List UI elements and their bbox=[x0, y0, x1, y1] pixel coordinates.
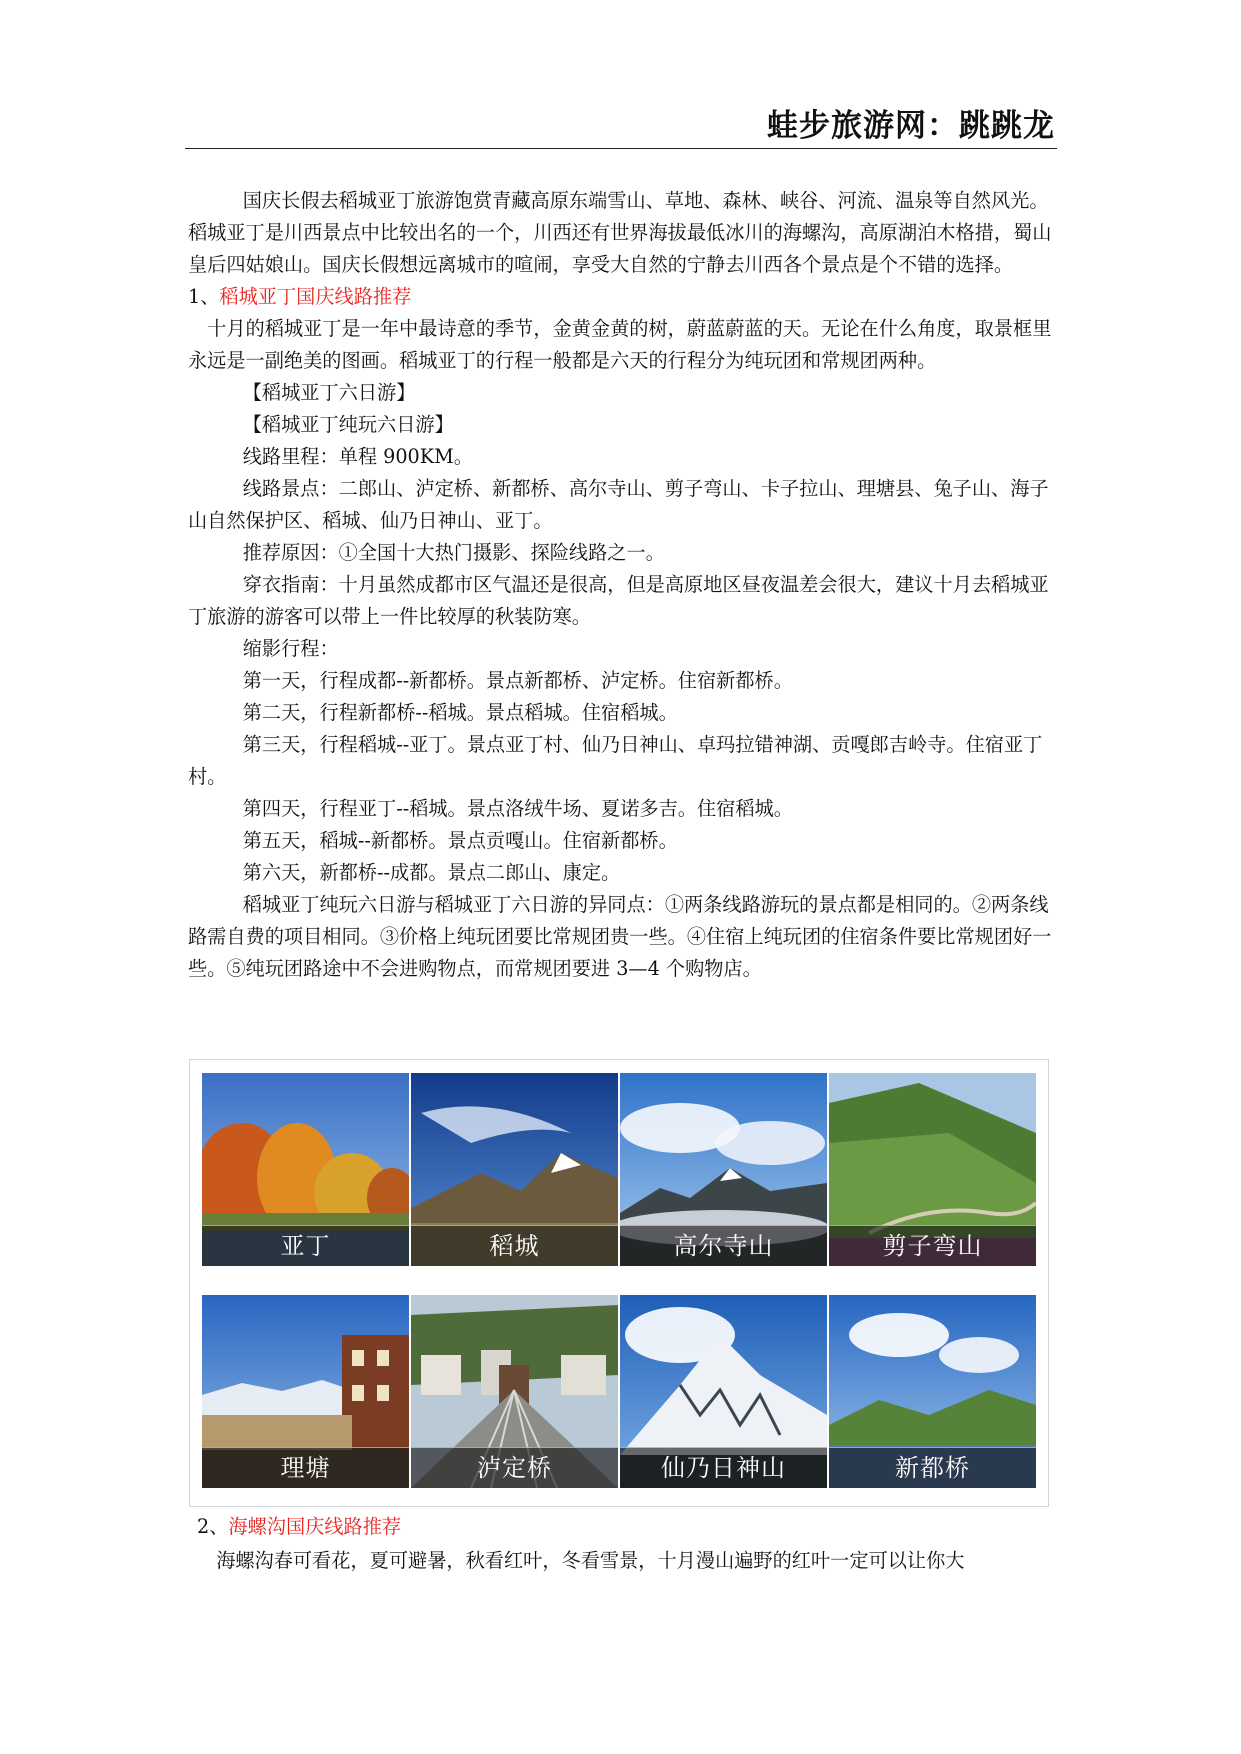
tour-b-label: 【稻城亚丁纯玩六日游】 bbox=[242, 413, 454, 436]
itinerary-day: 第四天，行程亚丁--稻城。景点洛绒牛场、夏诺多吉。住宿稻城。 bbox=[242, 797, 793, 820]
photo-caption: 新都桥 bbox=[895, 1454, 970, 1482]
photo-tile-xiannairi bbox=[620, 1295, 827, 1488]
section2-intro: 海螺沟春可看花，夏可避暑，秋看红叶，冬看雪景，十月漫山遍野的红叶一定可以让你大 bbox=[216, 1549, 965, 1572]
photo-tile-xindu bbox=[829, 1295, 1036, 1488]
tour-a-label: 【稻城亚丁六日游】 bbox=[242, 381, 416, 404]
itinerary-day: 第三天，行程稻城--亚丁。景点亚丁村、仙乃日神山、卓玛拉错神湖、贡嘎郎吉岭寺。住宿亚丁村。 bbox=[188, 733, 1043, 788]
section1-number: 1、 bbox=[188, 285, 220, 308]
section1-title: 稻城亚丁国庆线路推荐 bbox=[219, 285, 412, 308]
route-reason: 推荐原因：①全国十大热门摄影、探险线路之一。 bbox=[242, 541, 665, 564]
site-title: 蛙步旅游网：跳跳龙 bbox=[767, 108, 1055, 144]
photo-tile-gaoersi bbox=[620, 1073, 827, 1266]
itinerary-day: 第二天，行程新都桥--稻城。景点稻城。住宿稻城。 bbox=[242, 701, 678, 724]
photo-caption: 仙乃日神山 bbox=[661, 1454, 786, 1482]
photo-caption: 稻城 bbox=[489, 1232, 540, 1260]
section2-heading bbox=[197, 1510, 1057, 1544]
route-distance: 线路里程：单程 900KM。 bbox=[242, 445, 473, 468]
route-spots: 线路景点：二郎山、泸定桥、新都桥、高尔寺山、剪子弯山、卡子拉山、理塘县、兔子山、海子山自然保护区、稻城、仙乃日神山、亚丁。 bbox=[188, 477, 1049, 532]
photo-tile-litang bbox=[202, 1295, 409, 1488]
photo-tile-daocheng bbox=[411, 1073, 618, 1266]
itinerary-day: 第五天，稻城--新都桥。景点贡嘎山。住宿新都桥。 bbox=[242, 829, 678, 852]
clothing-guide: 穿衣指南：十月虽然成都市区气温还是很高，但是高原地区昼夜温差会很大，建议十月去稻城亚丁旅游的游客可以带上一件比较厚的秋装防寒。 bbox=[188, 573, 1049, 628]
photo-caption: 剪子弯山 bbox=[882, 1232, 983, 1260]
photo-tile-yading bbox=[202, 1073, 409, 1266]
itinerary-day: 第六天，新都桥--成都。景点二郎山、康定。 bbox=[242, 861, 621, 884]
photo-grid bbox=[189, 1059, 1049, 1507]
intro-paragraph: 国庆长假去稻城亚丁旅游饱赏青藏高原东端雪山、草地、森林、峡谷、河流、温泉等自然风光。稻城亚丁是川西景点中比较出名的一个，川西还有世界海拔最低冰川的海螺沟，高原湖泊木格措，蜀山皇后四姑娘山。国庆长假想远离城市的喧闹，享受大自然的宁静去川西各个景点是个不错的选择。 bbox=[188, 189, 1052, 276]
photo-caption: 理塘 bbox=[280, 1454, 331, 1482]
photo-caption: 高尔寺山 bbox=[673, 1232, 774, 1260]
section1-heading bbox=[188, 281, 1056, 313]
itinerary-label: 缩影行程： bbox=[242, 637, 339, 660]
section2-title: 海螺沟国庆线路推荐 bbox=[228, 1515, 402, 1538]
itinerary-day: 第一天，行程成都--新都桥。景点新都桥、泸定桥。住宿新都桥。 bbox=[242, 669, 793, 692]
photo-tile-luding bbox=[411, 1295, 618, 1488]
photo-tile-jianziwan bbox=[829, 1073, 1036, 1266]
section2-number: 2、 bbox=[197, 1515, 229, 1538]
section1-intro: 十月的稻城亚丁是一年中最诗意的季节，金黄金黄的树，蔚蓝蔚蓝的天。无论在什么角度，取景框里永远是一副绝美的图画。稻城亚丁的行程一般都是六天的行程分为纯玩团和常规团两种。 bbox=[188, 317, 1052, 372]
page-header bbox=[185, 96, 1057, 149]
article-body bbox=[188, 185, 1056, 985]
tour-comparison: 稻城亚丁纯玩六日游与稻城亚丁六日游的异同点：①两条线路游玩的景点都是相同的。②两条线路需自费的项目相同。③价格上纯玩团要比常规团贵一些。④住宿上纯玩团的住宿条件要比常规团好一些。⑤纯玩团路途中不会进购物点，而常规团要进 3—4 个购物店。 bbox=[188, 893, 1052, 980]
photo-caption: 泸定桥 bbox=[477, 1454, 552, 1482]
section2 bbox=[197, 1510, 1057, 1578]
photo-caption: 亚丁 bbox=[280, 1232, 331, 1260]
